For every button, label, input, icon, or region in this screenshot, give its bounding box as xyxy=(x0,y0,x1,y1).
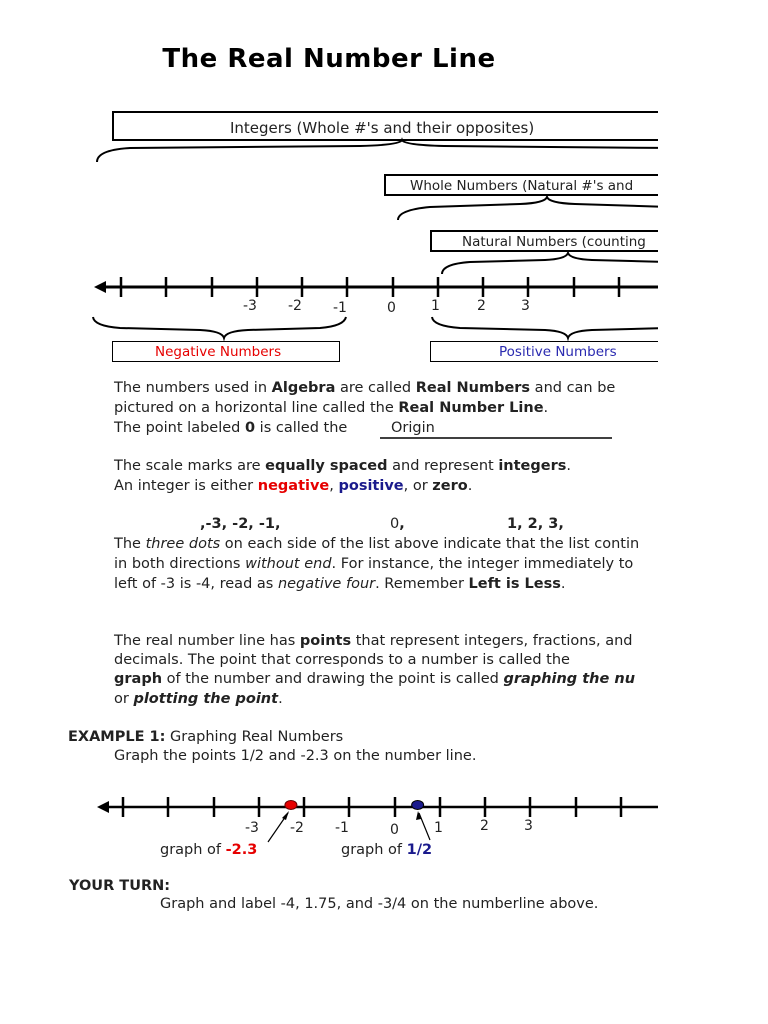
graph-label-neg-2-3: graph of -2.3 xyxy=(160,842,258,858)
integers-brace xyxy=(97,140,658,162)
para4-line1: The real number line has points that represent integers, fractions, and xyxy=(114,633,633,649)
para4-line4: or plotting the point. xyxy=(114,691,283,707)
your-turn-instruction: Graph and label -4, 1.75, and -3/4 on the numberline above. xyxy=(160,896,599,912)
para3-line2: in both directions without end. For instance, the integer immediately to xyxy=(114,556,634,572)
tick2-label-neg3: -3 xyxy=(245,820,259,836)
negative-integers-list: ,-3, -2, -1, xyxy=(200,516,281,532)
tick-label-pos1: 1 xyxy=(431,298,440,314)
para3-line3: left of -3 is -4, read as negative four. Remember Left is Less. xyxy=(114,576,566,592)
positive-numbers-brace xyxy=(432,317,658,338)
tick-label-neg2: -2 xyxy=(288,298,302,314)
tick-label-neg1: -1 xyxy=(333,300,347,316)
zero-list: 0, xyxy=(390,516,405,532)
para4-line3: graph of the number and drawing the point is called graphing the nu xyxy=(114,671,636,687)
tick-label-zero: 0 xyxy=(387,300,396,316)
tick2-label-pos1: 1 xyxy=(434,820,443,836)
number-line-2-arrow xyxy=(97,801,109,813)
example-instruction: Graph the points 1/2 and -2.3 on the number line. xyxy=(114,748,477,764)
natural-numbers-label: Natural Numbers (counting xyxy=(462,234,646,250)
para2-line2: An integer is either negative, positive, or zero. xyxy=(114,478,473,494)
tick2-label-neg2: -2 xyxy=(290,820,304,836)
para1-line3: The point labeled 0 is called the xyxy=(114,420,348,436)
positive-integers-list: 1, 2, 3, xyxy=(507,516,564,532)
natural-numbers-brace xyxy=(442,253,658,274)
tick2-label-pos2: 2 xyxy=(480,818,489,834)
whole-numbers-brace xyxy=(398,197,658,220)
tick2-label-zero: 0 xyxy=(390,822,399,838)
origin-answer: Origin xyxy=(391,420,435,436)
plotted-point-neg-2-3 xyxy=(285,801,297,810)
your-turn-heading: YOUR TURN: xyxy=(69,878,171,894)
integers-label: Integers (Whole #'s and their opposites) xyxy=(230,119,535,137)
tick2-label-neg1: -1 xyxy=(335,820,349,836)
negative-numbers-label: Negative Numbers xyxy=(155,344,282,360)
negative-numbers-brace xyxy=(93,317,346,338)
para4-line2: decimals. The point that corresponds to a number is called the xyxy=(114,652,570,668)
para2-line1: The scale marks are equally spaced and represent integers. xyxy=(114,458,571,474)
positive-numbers-label: Positive Numbers xyxy=(499,344,617,360)
page-title: The Real Number Line xyxy=(162,44,496,74)
para3-line1: The three dots on each side of the list above indicate that the list contin xyxy=(114,536,640,552)
plotted-point-1-2 xyxy=(412,801,424,810)
graph-label-1-2: graph of 1/2 xyxy=(341,842,433,858)
number-line-1-arrow xyxy=(94,281,106,293)
tick-label-neg3: -3 xyxy=(243,298,257,314)
para1-line2: pictured on a horizontal line called the Real Number Line. xyxy=(114,400,549,416)
para1-line1: The numbers used in Algebra are called Real Numbers and can be xyxy=(114,380,616,396)
tick-label-pos3: 3 xyxy=(521,298,530,314)
tick-label-pos2: 2 xyxy=(477,298,486,314)
tick2-label-pos3: 3 xyxy=(524,818,533,834)
arrow-to-1-2 xyxy=(419,813,430,840)
example-heading: EXAMPLE 1: Graphing Real Numbers xyxy=(68,729,344,745)
whole-numbers-label: Whole Numbers (Natural #'s and xyxy=(410,178,634,194)
